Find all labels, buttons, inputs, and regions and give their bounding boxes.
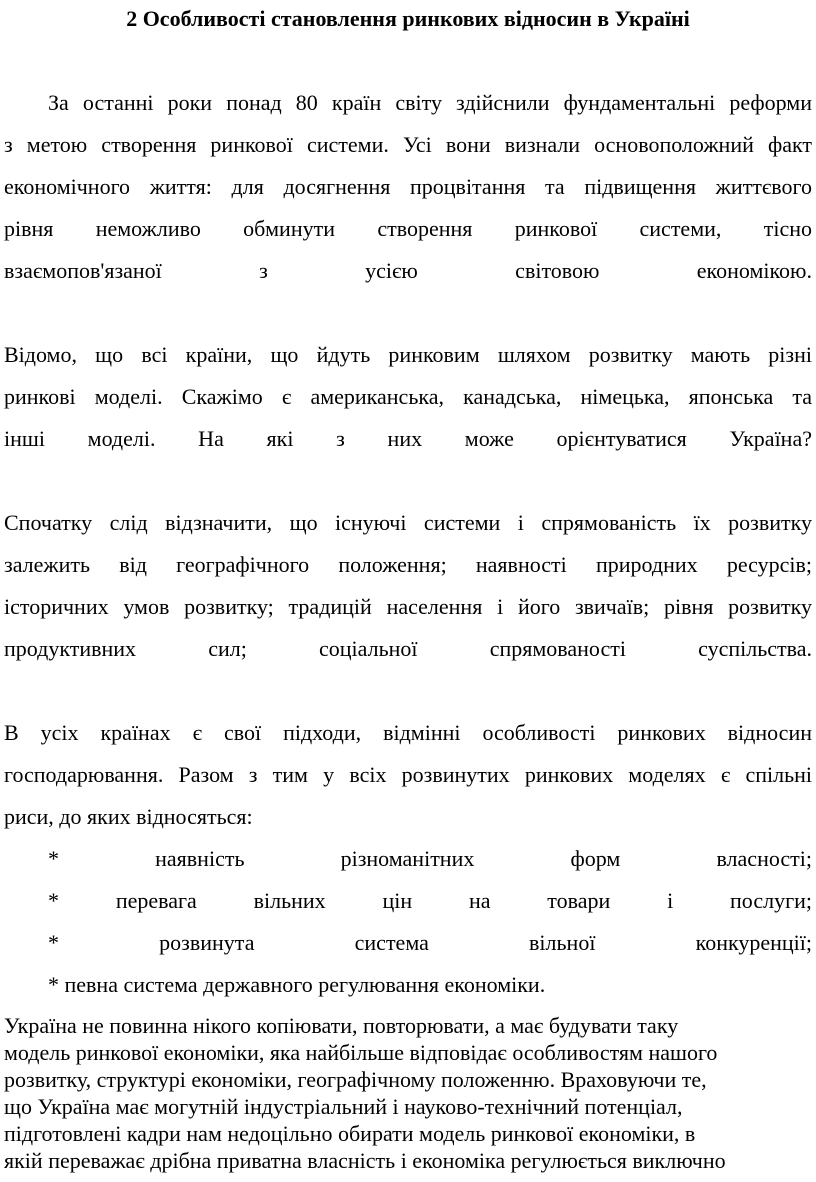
paragraph-line: Спочатку слід відзначити, що існуючі системи і спрямованість їх розвитку [4,510,812,535]
list-item: * перевага вільних цін на товари і послуги; [48,888,812,913]
paragraph-line: рівня неможливо обминути створення ринкової системи, тісно [4,216,812,241]
paragraph-market-reforms [4,82,812,292]
paragraph-development-factors [4,502,812,670]
paragraph-line: риси, до яких відносяться: [4,804,253,829]
paragraph-line: економічного життя: для досягнення процвітання та підвищення життєвого [4,174,812,199]
list-item: * певна система державного регулювання економіки. [48,972,546,997]
paragraph-line: В усіх країнах є свої підходи, відмінні особливості ринкових відносин [4,720,812,745]
document-title: 2 Особливості становлення ринкових відносин в Україні [126,6,690,31]
paragraph-line: господарювання. Разом з тим у всіх розвинутих ринкових моделях є спільні [4,762,812,787]
paragraph-line: якій переважає дрібна приватна власність і економіка регулюється виключно [4,1148,726,1173]
list-item: * наявність різноманітних форм власності; [48,846,812,871]
paragraph-common-features [4,712,812,838]
paragraph-line: що Україна має могутній індустріальний і науково-технічний потенціал, [4,1094,683,1119]
paragraph-line: За останні роки понад 80 країн світу здійснили фундаментальні реформи [48,90,812,115]
paragraph-market-models [4,334,812,460]
paragraph-line: ринкові моделі. Скажімо є американська, канадська, німецька, японська та [4,384,812,409]
paragraph-line: історичних умов розвитку; традицій населення і його звичаїв; рівня розвитку [4,594,812,619]
paragraph-line: інші моделі. На які з них може орієнтуватися Україна? [4,426,812,451]
paragraph-line: модель ринкової економіки, яка найбільше відповідає особливостям нашого [4,1040,718,1065]
features-list [48,838,812,1006]
paragraph-line: з метою створення ринкової системи. Усі вони визнали основоположний факт [4,132,812,157]
paragraph-line: взаємопов'язаної з усією світовою економікою. [4,258,812,283]
list-item: * розвинута система вільної конкуренції; [48,930,812,955]
paragraph-line: розвитку, структурі економіки, географічному положенню. Враховуючи те, [4,1067,707,1092]
paragraph-ukraine-model [4,1012,812,1174]
paragraph-line: залежить від географічного положення; наявності природних ресурсів; [4,552,812,577]
paragraph-line: підготовлені кадри нам недоцільно обирати модель ринкової економіки, в [4,1121,696,1146]
paragraph-line: Відомо, що всі країни, що йдуть ринковим шляхом розвитку мають різні [4,342,812,367]
paragraph-line: Україна не повинна нікого копіювати, повторювати, а має будувати таку [4,1013,679,1038]
paragraph-line: продуктивних сил; соціальної спрямованості суспільства. [4,636,812,661]
